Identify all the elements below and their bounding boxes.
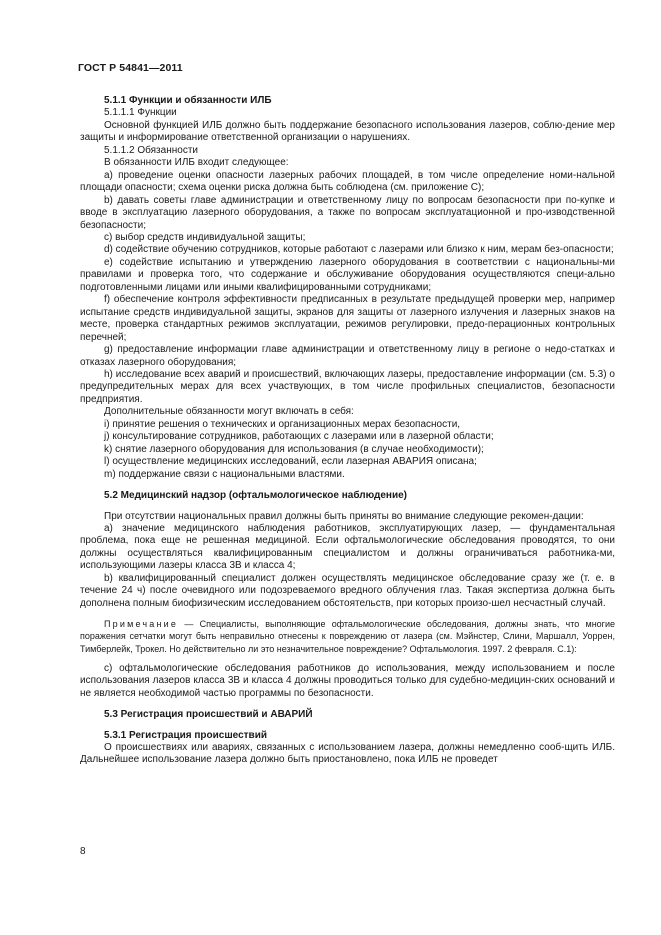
paragraph: 5.1.1.1 Функции (104, 107, 177, 119)
paragraph: В обязанности ИЛБ входит следующее: (104, 157, 289, 169)
paragraph: с) офтальмологические обследования работников до использования, между использованием и после использования лазеров класса 3В и класса 4 должны проводиться только для судебно-медицин-ских оснований и не является необходимой частью программы по безопасности. (80, 662, 615, 699)
spacer (80, 655, 615, 663)
paragraph: j) консультирование сотрудников, работающих с лазерами или в лазерной области; (104, 431, 494, 443)
paragraph: b) квалифицированный специалист должен осуществлять медицинское обследование сразу же (т. е. в течение 24 ч) после очевидного или подозреваемого вредного облучения глаз. Такая экспертиза должна быть дополнена полным биофизическим исследованием обстоятельств, при которых произо-шел несчастный случай. (80, 572, 615, 609)
paragraph: i) принятие решения о технических и организационных мерах безопасности, (104, 418, 461, 430)
paragraph: е) содействие испытанию и утверждению лазерного оборудования в соответствии с национальны-ми правилами и проверка того, что содержание и обслуживание оборудования осуществляются специ-ально подготовленными лицами или иными квалифицированными сотрудниками; (80, 256, 615, 293)
spacer (80, 722, 615, 730)
section-heading: 5.2 Медицинский надзор (офтальмологическое наблюдение) (104, 490, 408, 502)
paragraph: а) значение медицинского наблюдения работников, эксплуатирующих лазер, — фундаментальная проблема, пока еще не решенная медициной. Если офтальмологические обследования проводятся, то они должны осуществляться квалифицированным специалистом и должны ограничиваться работника-ми, использующими лазеры класса 3В и класса 4; (80, 522, 615, 572)
paragraph: Дополнительные обязанности могут включать в себя: (104, 406, 354, 418)
paragraph: m) поддержание связи с национальными властями. (104, 468, 345, 480)
paragraph: g) предоставление информации главе администрации и ответственному лицу в регионе о недо-статках и отказах лазерного оборудования; (80, 344, 615, 368)
paragraph: b) давать советы главе администрации и ответственному лицу по вопросам безопасности при по-купке и вводе в эксплуатацию лазерного оборудования, а также по вопросам эксплуатационной и про-изводственной безопасности; (80, 194, 615, 231)
spacer (80, 481, 615, 490)
spacer (80, 503, 615, 511)
spacer (80, 610, 615, 618)
paragraph: h) исследование всех аварий и происшествий, включающих лазеры, предоставление информации (см. 5.3) о предупредительных мерах для всех участвующих, в том числе профильных специалистов, безопасности предприятия. (80, 368, 615, 405)
paragraph: k) снятие лазерного оборудования для использования (в случае необходимости); (104, 443, 484, 455)
page-number: 8 (80, 846, 86, 857)
paragraph: а) проведение оценки опасности лазерных рабочих площадей, в том числе определение номи-нальной площади опасности; схема оценки риска должна быть соблюдена (см. приложение С); (80, 169, 615, 194)
paragraph: 5.1.1.2 Обязанности (104, 144, 198, 156)
paragraph: f) обеспечение контроля эффективности предписанных в результате предыдущей проверки мер, например испытание средств индивидуальной защиты, экранов для защиты от лазерного излучения и лазерных знаков на месте, проверка стандартных режимов эксплуатации, режимов регулировки, предо-перационных контрольных перечней; (80, 294, 615, 343)
section-heading: 5.1.1 Функции и обязанности ИЛБ (104, 95, 272, 106)
paragraph: d) содействие обучению сотрудников, которые работают с лазерами или близко к ним, мерам без-опасности; (104, 244, 614, 256)
document-header: ГОСТ Р 54841—2011 (78, 62, 183, 74)
paragraph: При отсутствии национальных правил должны быть приняты во внимание следующие рекомен-дации: (104, 510, 584, 522)
section-heading: 5.3.1 Регистрация происшествий (104, 729, 267, 741)
paragraph: l) осуществление медицинских исследований, если лазерная АВАРИЯ описана; (104, 456, 477, 468)
note-paragraph (80, 618, 615, 655)
document-body (80, 95, 615, 767)
spacer (80, 700, 615, 709)
section-heading: 5.3 Регистрация происшествий и АВАРИЙ (104, 709, 313, 721)
paragraph: с) выбор средств индивидуальной защиты; (104, 231, 306, 243)
note-text: — Специалисты, выполняющие офтальмологические обследования, должны знать, что многие поражения сетчатки могут быть неправильно отнесены к повреждению от лазера (см. Мэйнстер, Слини, Маршалл, Уоррен, Тимберлейк, Трокел. Но действительно ли это незначительное повреждение? Офтальмология. 1997. 2 февраля. С.1): (80, 619, 615, 654)
note-label: Примечание (104, 619, 179, 630)
paragraph: Основной функцией ИЛБ должно быть поддержание безопасного использования лазеров, соблю-дение мер защиты и информирование ответственной организации о нарушениях. (80, 119, 615, 144)
paragraph: О происшествиях или авариях, связанных с использованием лазера, должны немедленно сооб-щить ИЛБ. Дальнейшее использование лазера должно быть приостановлено, пока ИЛБ не проведет (80, 742, 615, 766)
